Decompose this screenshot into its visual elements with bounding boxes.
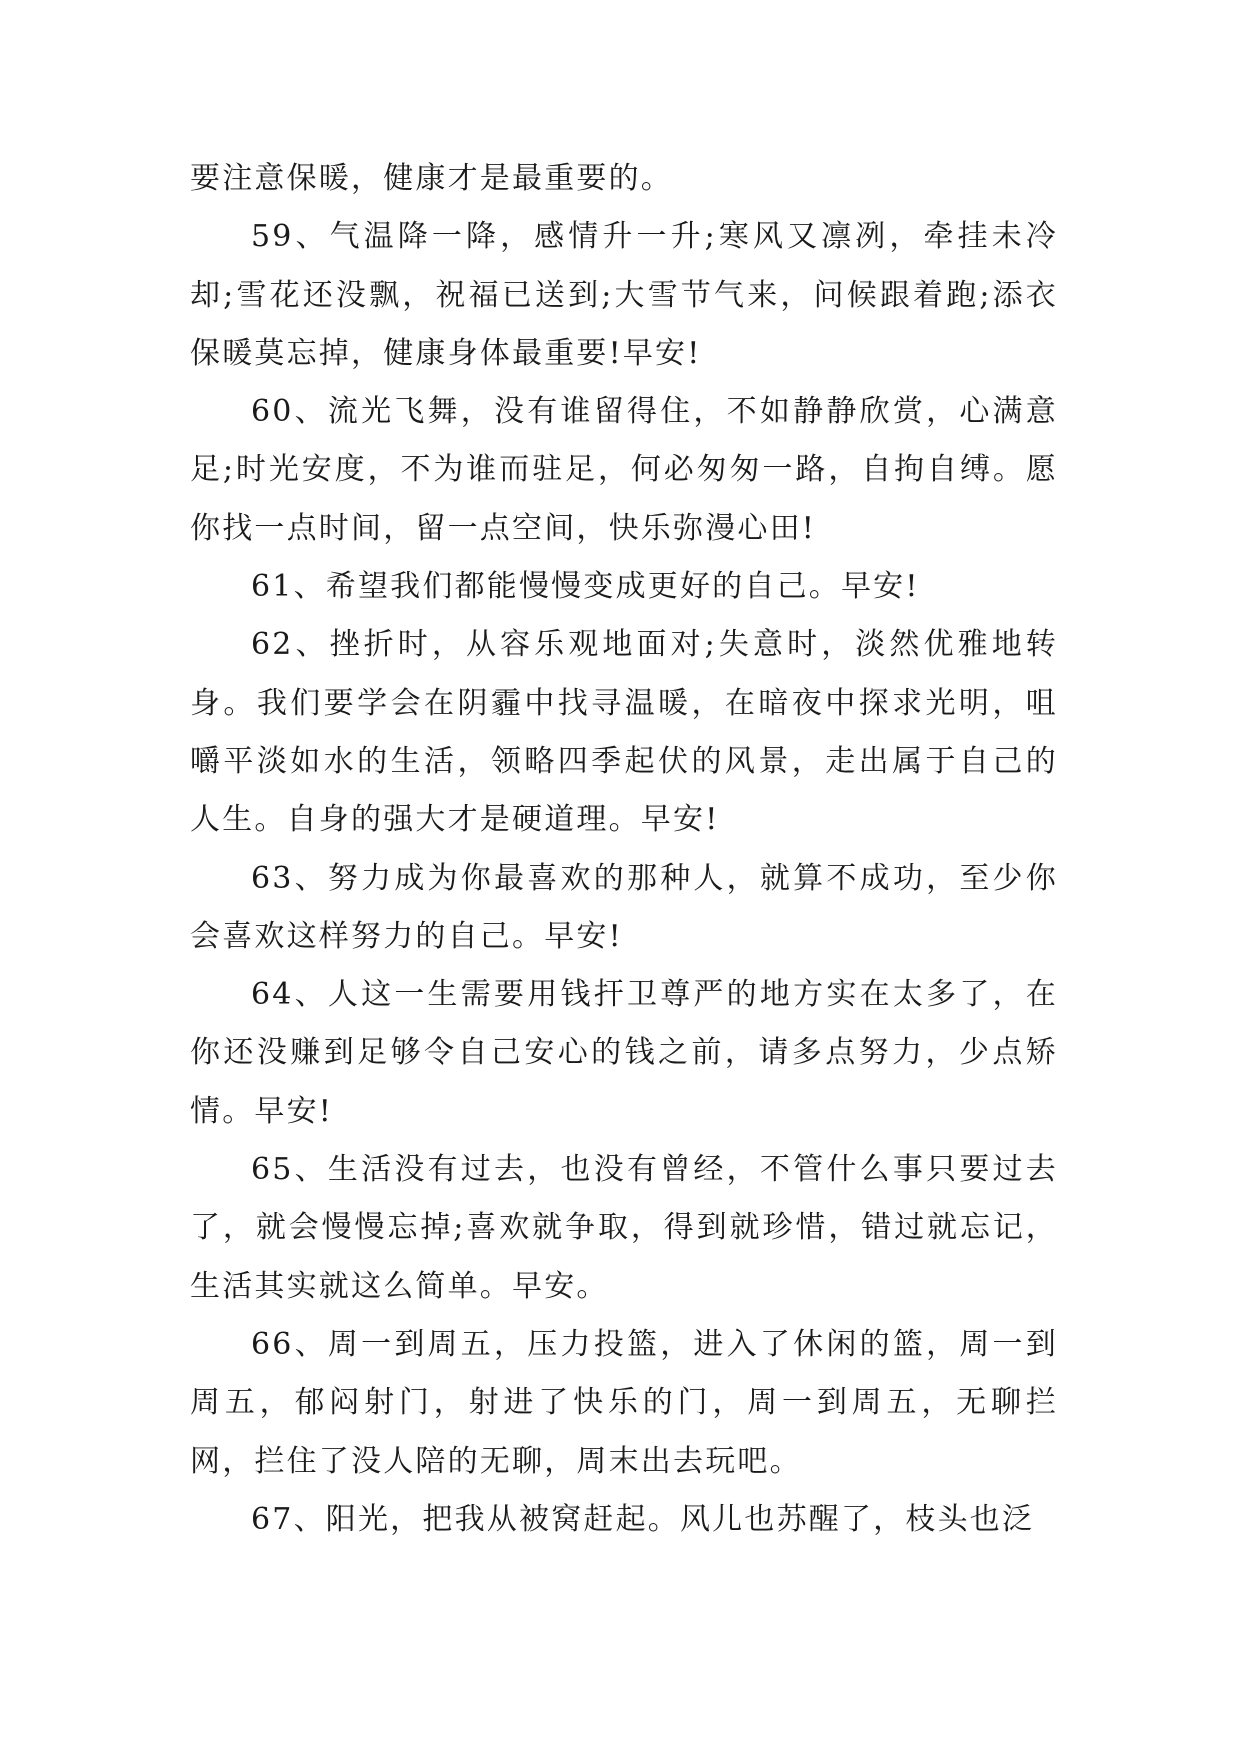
paragraph-63: 63、努力成为你最喜欢的那种人，就算不成功，至少你会喜欢这样努力的自己。早安! xyxy=(190,860,1058,954)
paragraph-62: 62、挫折时，从容乐观地面对;失意时，淡然优雅地转身。我们要学会在阴霾中找寻温暖，在暗夜中探求光明，咀嚼平淡如水的生活，领略四季起伏的风景，走出属于自己的人生。自身的强大才是硬道理。早安! xyxy=(190,627,1058,838)
paragraph-66: 66、周一到周五，压力投篮，进入了休闲的篮，周一到周五，郁闷射门，射进了快乐的门，周一到周五，无聊拦网，拦住了没人陪的无聊，周末出去玩吧。 xyxy=(190,1326,1058,1479)
paragraph-60: 60、流光飞舞，没有谁留得住，不如静静欣赏，心满意足;时光安度，不为谁而驻足，何必匆匆一路，自拘自缚。愿你找一点时间，留一点空间，快乐弥漫心田! xyxy=(190,394,1058,546)
paragraph-64: 64、人这一生需要用钱扞卫尊严的地方实在太多了，在你还没赚到足够令自己安心的钱之前，请多点努力，少点矫情。早安! xyxy=(190,977,1058,1129)
paragraph-67: 67、阳光，把我从被窝赶起。风儿也苏醒了，枝头也泛 xyxy=(251,1501,1035,1537)
paragraph-continued: 要注意保暖，健康才是最重要的。 xyxy=(190,161,673,196)
paragraph-61: 61、希望我们都能慢慢变成更好的自己。早安! xyxy=(251,569,920,605)
paragraph-59: 59、气温降一降，感情升一升;寒风又凛冽，牵挂未冷却;雪花还没飘，祝福已送到;大雪节气来，问候跟着跑;添衣保暖莫忘掉，健康身体最重要!早安! xyxy=(190,219,1058,371)
paragraph-65: 65、生活没有过去，也没有曾经，不管什么事只要过去了，就会慢慢忘掉;喜欢就争取，得到就珍惜，错过就忘记，生活其实就这么简单。早安。 xyxy=(190,1152,1058,1304)
document-body xyxy=(190,150,1058,1549)
